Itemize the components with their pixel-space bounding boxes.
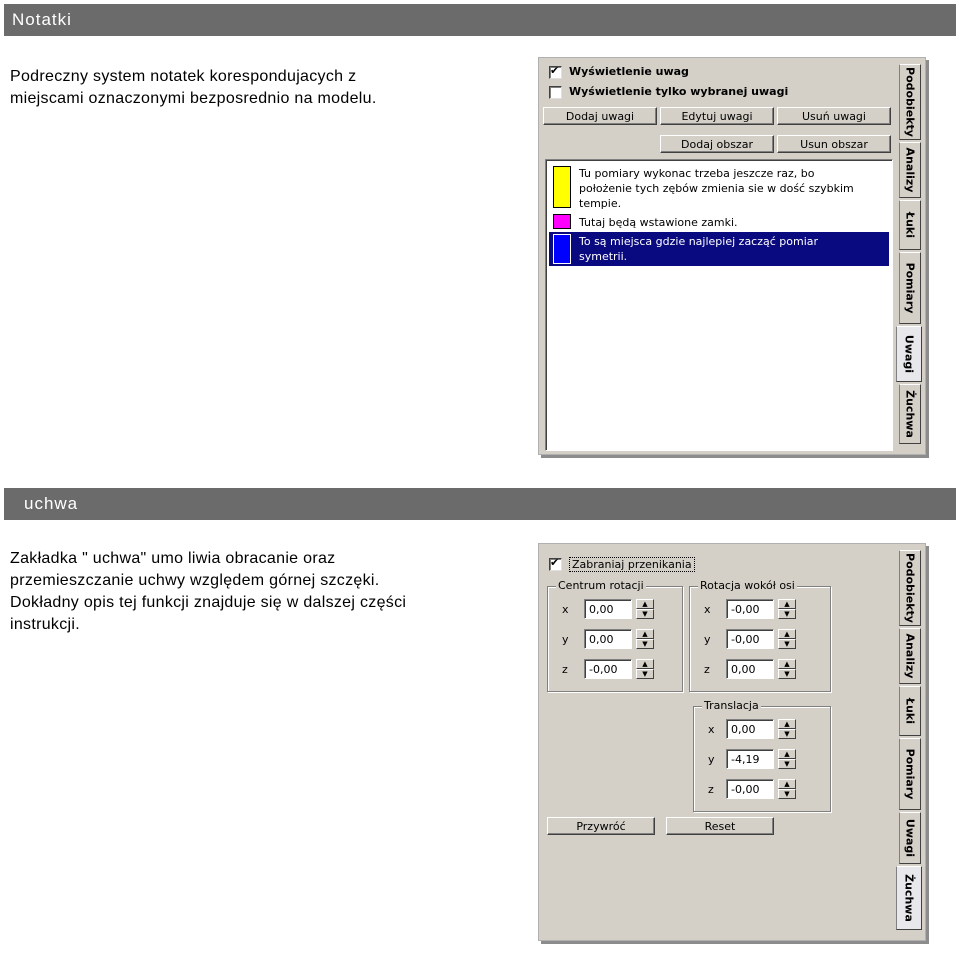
- jaw-panel: [538, 543, 926, 941]
- rotation-center-group: [547, 579, 683, 692]
- rotation-center-z-spinner[interactable]: [636, 659, 654, 679]
- group-title: Centrum rotacji: [558, 579, 644, 592]
- field-value: 0,00: [731, 663, 756, 676]
- list-item[interactable]: [549, 213, 889, 231]
- tab-label: Uwagi: [902, 334, 916, 374]
- text-line: instrukcji.: [10, 616, 80, 633]
- note-color-swatch: [553, 166, 571, 208]
- text-line: miejscami oznaczonymi bezposrednio na modelu.: [10, 90, 377, 107]
- tab-analizy[interactable]: [899, 142, 921, 198]
- field-label: x: [562, 603, 569, 616]
- tab-analizy[interactable]: [899, 628, 921, 684]
- field-value: 0,00: [731, 723, 756, 736]
- add-note-button[interactable]: Dodaj uwagi: [543, 107, 657, 125]
- note-line: symetrii.: [579, 250, 628, 263]
- spin-up-icon[interactable]: ▲: [778, 749, 796, 759]
- prevent-penetration-label: Zabraniaj przenikania: [569, 557, 695, 572]
- section-title: uchwa: [24, 494, 79, 513]
- restore-button[interactable]: Przywróć: [547, 817, 655, 835]
- rotation-axis-x-spinner[interactable]: [778, 599, 796, 619]
- note-color-swatch: [553, 214, 571, 229]
- translation-x-spinner[interactable]: [778, 719, 796, 739]
- spin-down-icon[interactable]: ▼: [778, 609, 796, 619]
- group-title: Rotacja wokół osi: [700, 579, 795, 592]
- group-title: Translacja: [704, 699, 759, 712]
- text-line: przemieszczanie uchwy względem górnej szczęki.: [10, 572, 380, 589]
- reset-button[interactable]: Reset: [666, 817, 774, 835]
- note-line: Tu pomiary wykonac trzeba jeszcze raz, bo: [579, 167, 815, 180]
- rotation-center-z-input[interactable]: [584, 659, 632, 679]
- show-notes-checkbox[interactable]: [549, 66, 562, 79]
- list-item-selected[interactable]: [549, 232, 889, 266]
- field-label: x: [708, 723, 715, 736]
- rotation-center-x-input[interactable]: [584, 599, 632, 619]
- delete-note-button[interactable]: Usuń uwagi: [777, 107, 891, 125]
- translation-z-input[interactable]: [726, 779, 774, 799]
- spin-down-icon[interactable]: ▼: [778, 789, 796, 799]
- spin-up-icon[interactable]: ▲: [778, 629, 796, 639]
- edit-note-button[interactable]: Edytuj uwagi: [660, 107, 774, 125]
- section-header-jaw: [4, 488, 956, 520]
- field-label: x: [704, 603, 711, 616]
- notes-panel: [538, 57, 926, 455]
- rotation-axis-y-spinner[interactable]: [778, 629, 796, 649]
- show-selected-checkbox[interactable]: [549, 86, 562, 99]
- spin-down-icon[interactable]: ▼: [636, 609, 654, 619]
- note-line: Tutaj będą wstawione zamki.: [579, 216, 738, 229]
- text-line: Dokładny opis tej funkcji znajduje się w dalszej części: [10, 594, 407, 611]
- section-header-notes: [4, 4, 956, 36]
- field-label: z: [708, 783, 714, 796]
- spin-down-icon[interactable]: ▼: [778, 759, 796, 769]
- tab-label: Analizy: [903, 633, 917, 679]
- rotation-center-y-spinner[interactable]: [636, 629, 654, 649]
- spin-up-icon[interactable]: ▲: [778, 719, 796, 729]
- tab-pomiary[interactable]: [899, 738, 921, 810]
- field-label: y: [708, 753, 715, 766]
- rotation-axis-group: [689, 579, 831, 692]
- translation-group: [693, 699, 831, 812]
- list-item[interactable]: [549, 164, 889, 210]
- spin-up-icon[interactable]: ▲: [778, 659, 796, 669]
- field-label: z: [562, 663, 568, 676]
- translation-x-input[interactable]: [726, 719, 774, 739]
- tab-label: Łuki: [903, 212, 917, 238]
- note-text: [579, 166, 854, 211]
- rotation-axis-x-input[interactable]: [726, 599, 774, 619]
- vertical-tabs: [899, 544, 925, 940]
- field-value: -0,00: [731, 783, 760, 796]
- tab-podobiekty[interactable]: [899, 64, 921, 140]
- note-line: To są miejsca gdzie najlepiej zacząć pomiar: [579, 235, 819, 248]
- tab-label: Żuchwa: [903, 390, 917, 438]
- spin-up-icon[interactable]: ▲: [778, 599, 796, 609]
- prevent-penetration-checkbox[interactable]: [549, 558, 562, 571]
- tab-label: Żuchwa: [902, 874, 916, 922]
- spin-up-icon[interactable]: ▲: [778, 779, 796, 789]
- show-selected-label: Wyświetlenie tylko wybranej uwagi: [569, 85, 789, 98]
- tab-label: Podobiekty: [903, 553, 917, 623]
- text-line: Podreczny system notatek korespondujacych z: [10, 68, 357, 85]
- field-value: 0,00: [589, 603, 614, 616]
- tab-uwagi[interactable]: [899, 812, 921, 864]
- spin-up-icon[interactable]: ▲: [636, 629, 654, 639]
- translation-y-spinner[interactable]: [778, 749, 796, 769]
- spin-up-icon[interactable]: ▲: [636, 659, 654, 669]
- section-title: Notatki: [12, 10, 72, 29]
- tab-label: Uwagi: [903, 818, 917, 858]
- field-value: -4,19: [731, 753, 760, 766]
- note-line: położenie tych zębów zmienia sie w dość szybkim: [579, 182, 854, 195]
- jaw-description: [10, 548, 406, 636]
- spin-down-icon[interactable]: ▼: [636, 669, 654, 679]
- field-label: y: [704, 633, 711, 646]
- tab-zuchwa[interactable]: [899, 384, 921, 444]
- notes-list[interactable]: [545, 159, 893, 451]
- spin-down-icon[interactable]: ▼: [636, 639, 654, 649]
- note-line: tempie.: [579, 197, 622, 210]
- rotation-axis-z-input[interactable]: [726, 659, 774, 679]
- spin-down-icon[interactable]: ▼: [778, 669, 796, 679]
- translation-y-input[interactable]: [726, 749, 774, 769]
- text-line: Zakładka " uchwa" umo liwia obracanie oraz: [10, 550, 336, 567]
- tab-zuchwa[interactable]: [896, 866, 922, 930]
- spin-down-icon[interactable]: ▼: [778, 729, 796, 739]
- show-notes-label: Wyświetlenie uwag: [569, 65, 689, 78]
- field-label: y: [562, 633, 569, 646]
- tab-label: Łuki: [903, 698, 917, 724]
- field-value: 0,00: [589, 633, 614, 646]
- rotation-axis-y-input[interactable]: [726, 629, 774, 649]
- tab-label: Pomiary: [903, 262, 917, 314]
- delete-area-button[interactable]: Usun obszar: [777, 135, 891, 153]
- field-value: -0,00: [589, 663, 618, 676]
- tab-podobiekty[interactable]: [899, 550, 921, 626]
- tab-luki[interactable]: [899, 200, 921, 250]
- tab-label: Analizy: [903, 147, 917, 193]
- tab-uwagi[interactable]: [896, 326, 922, 382]
- vertical-tabs: [899, 58, 925, 454]
- spin-down-icon[interactable]: ▼: [778, 639, 796, 649]
- tab-label: Podobiekty: [903, 67, 917, 137]
- field-label: z: [704, 663, 710, 676]
- tab-pomiary[interactable]: [899, 252, 921, 324]
- note-text: [579, 234, 818, 264]
- field-value: -0,00: [731, 603, 760, 616]
- rotation-center-x-spinner[interactable]: [636, 599, 654, 619]
- tab-label: Pomiary: [903, 748, 917, 800]
- rotation-center-y-input[interactable]: [584, 629, 632, 649]
- add-area-button[interactable]: Dodaj obszar: [660, 135, 774, 153]
- spin-up-icon[interactable]: ▲: [636, 599, 654, 609]
- tab-luki[interactable]: [899, 686, 921, 736]
- translation-z-spinner[interactable]: [778, 779, 796, 799]
- rotation-axis-z-spinner[interactable]: [778, 659, 796, 679]
- notes-description: [10, 66, 377, 110]
- field-value: -0,00: [731, 633, 760, 646]
- note-color-swatch: [553, 234, 571, 264]
